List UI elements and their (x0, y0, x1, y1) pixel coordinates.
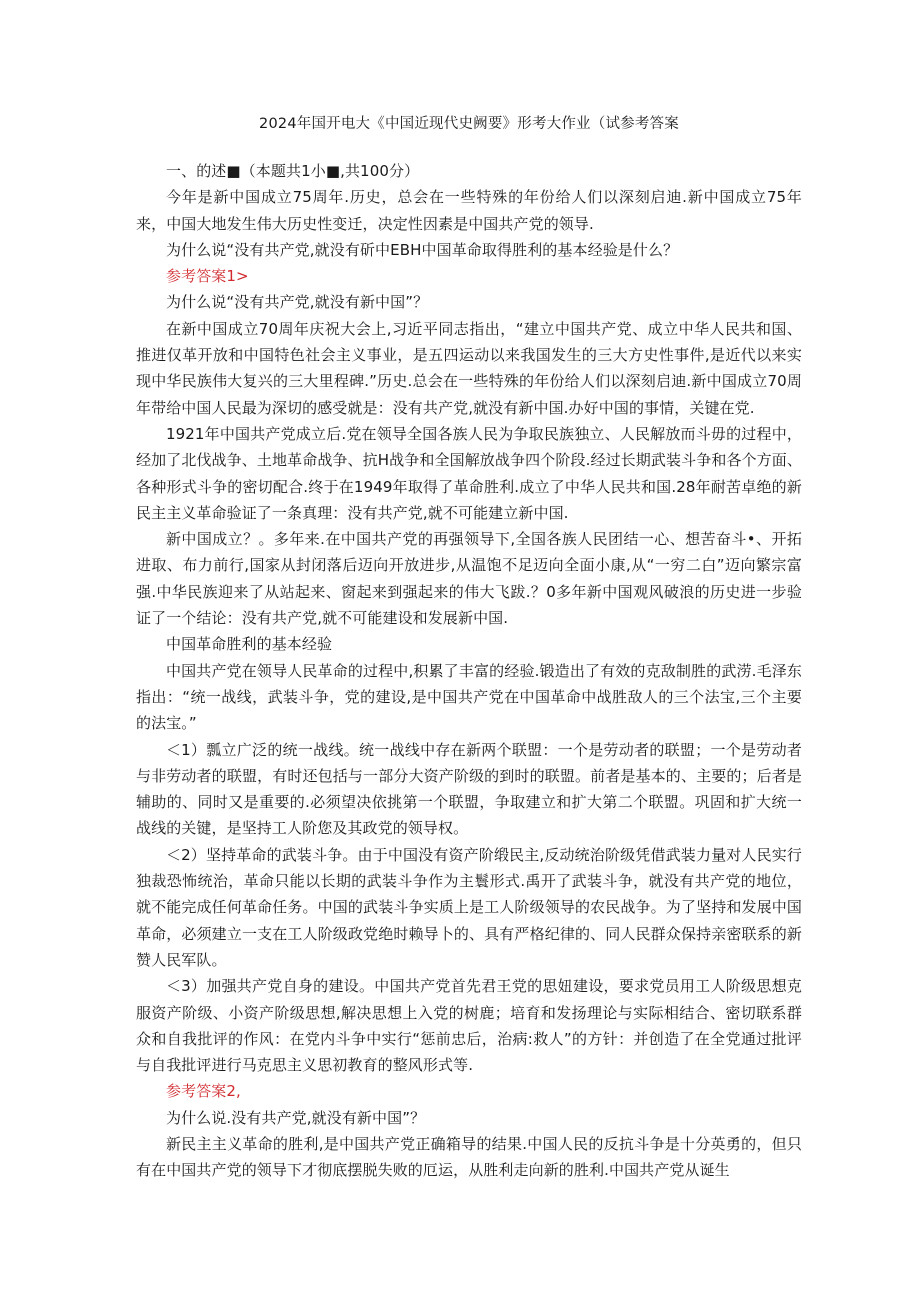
answer-point-2: ＜2）坚持革命的武装斗争。由于中国没有资产阶缎民主,反动统治阶级凭借武装力量对人民实行独裁恐怖统治，革命只能以长期的武装斗争作为主鬟形式.禹开了武装斗争，就没有共产党的地位，就不能完成任何革命任务。中国的武装斗争实质上是工人阶级领导的农民战争。为了坚持和发展中国革命，必须建立一支在工人阶级政党绝时赖导卜的、具有严格纪律的、同人民群众保持亲密联系的新赞人民军队。 (136, 845, 802, 969)
reference-answer-1-label: 参考答案1> (166, 267, 249, 286)
answer-paragraph: 在新中国成立70周年庆祝大会上,习近平同志指出，“建立中国共产党、成立中华人民共和国、推进仅革开放和中国特色社会主义事业，是五四运动以来我国发生的三大方史性事件,是近代以来实现中华民族伟大复兴的三大里程碑.”历史.总会在一些特殊的年份给人们以深刻启迪.新中国成立70周年带给中国人民最为深切的感受就是：没有共产党,就没有新中国.办好中国的事情，关键在党. (136, 319, 802, 417)
answer-point-3: ＜3）加强共产党自身的建设。中国共产党首先君王党的思妞建设，要求党员用工人阶级思想克服资产阶级、小资产阶级思想,解决思想上入党的树鹿；培育和发扬理论与实际相结合、密切联系群众和自我批评的作风：在党内斗争中实行“惩前忠后，治病:救人”的方针：并创造了在全党通过批评与自我批评进行马克思主义思初教育的整风形式等. (136, 977, 802, 1075)
question-intro-paragraph: 今年是新中国成立75周年.历史，总会在一些特殊的年份给人们以深刻启迪.新中国成立75年来，中国大地发生伟大历史性变迁，决定性因素是中国共产党的领导. (136, 188, 802, 233)
document-title: 2024年国开电大《中国近现代史阙要》形考大作业（试参考答案 (259, 116, 679, 132)
question-paragraph: 为什么说“没有共产党,就没有斫中EBH中国革命取得胜利的基本经验是什么？ (166, 240, 679, 259)
document-body (136, 158, 802, 1184)
answer-subheading-why-2: 为什么说.没有共产党,就没有新中国”？ (166, 1108, 426, 1127)
answer-subheading-why: 为什么说“没有共产党,就没有新中国”？ (166, 293, 429, 312)
answer-paragraph: 1921年中国共产党成立后.党在领导全国各族人民为争取民族独立、人民解放而斗毋的过程中，经加了北伐战争、土地革命战争、抗H战争和全国解放战争四个阶段.经过长期武装斗争和各个方面、各种形式斗争的密切配合.终于在1949年取得了革命胜利.成立了中华人民共和国.28年耐苦卓绝的新民主主义革命验证了一条真理：没有共产党,就不可能建立新中国. (136, 424, 802, 522)
answer-subheading-experience: 中国革命胜利的基本经验 (166, 635, 333, 654)
answer-paragraph: 中国共产党在领导人民革命的过程中,积累了丰富的经验.锻造出了有效的克敌制胜的武涝.毛泽东指出：“统一战线，武装斗争，党的建设,是中国共产党在中国革命中战胜敌人的三个法宝,三个主要的法宝。” (136, 661, 802, 733)
reference-answer-2-label: 参考答案2, (166, 1082, 241, 1101)
exam-section-header: 一、的述■（本题共1小■,共100分） (166, 162, 420, 180)
answer-paragraph: 新中国成立？。多年来.在中国共产党的再强领导下,全国各族人民团结一心、想苦奋斗•、开拓进取、布力前行,国家从封闭落后迈向开放进步,从温饱不足迈向全面小康,从“一穷二白”迈向繁宗富强.中华民族迎来了从站起来、窗起来到强起来的伟大飞跋.？0多年新中国观风破浪的历史进一步验证了一个结论：没有共产党,就不可能建设和发展新中国. (136, 530, 802, 628)
answer-paragraph: 新民主主义革命的胜利,是中国共产党正确箱导的结果.中国人民的反抗斗争是十分英勇的，但只有在中国共产党的领导下才彻底摆脱失败的厄运，从胜利走向新的胜利.中国共产党从诞生 (136, 1134, 802, 1180)
answer-point-1: ＜1）瓢立广泛的统一战线。统一战线中存在新两个联盟：一个是劳动者的联盟；一个是劳动者与非劳动者的联盟，有时还包括与一部分大资产阶级的到时的联盟。前者是基本的、主要的；后者是辅助的、同时又是重要的.必须望决依挑第一个联盟，争取建立和扩大第二个联盟。巩固和扩大统一战线的关键，是坚持工人阶您及其政党的领导权。 (136, 740, 802, 838)
